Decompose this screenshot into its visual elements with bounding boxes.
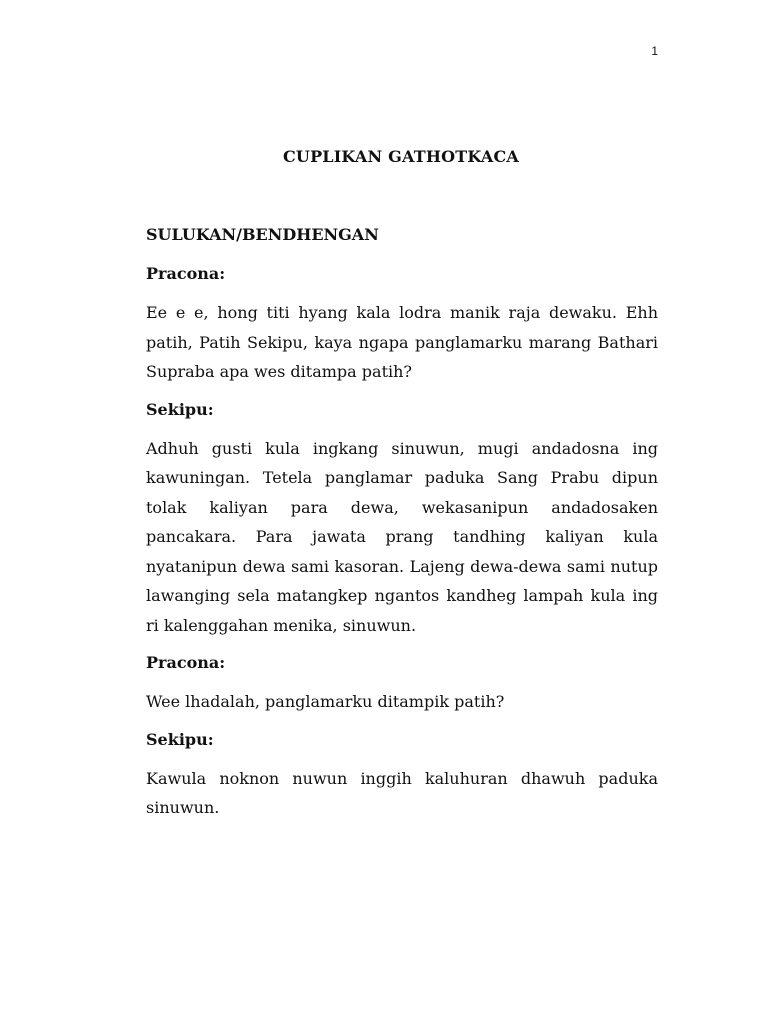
- section-heading: SULUKAN/BENDHENGAN: [146, 225, 379, 244]
- speaker-label: Sekipu:: [146, 399, 214, 419]
- dialogue-text: Ee e e, hong titi hyang kala lodra manik raja dewaku. Ehh patih, Patih Sekipu, kaya ngapa panglamarku marang Bathari Supraba apa wes ditampa patih?: [146, 303, 658, 381]
- dialogue-text: Wee lhadalah, panglamarku ditampik patih?: [146, 692, 505, 711]
- speaker-label: Sekipu:: [146, 729, 214, 749]
- document-body: [146, 224, 658, 823]
- document-title: CUPLIKAN GATHOTKACA: [282, 147, 519, 166]
- speaker-label: Pracona:: [146, 264, 226, 283]
- dialogue-text: Kawula noknon nuwun inggih kaluhuran dhawuh paduka sinuwun.: [146, 768, 658, 817]
- page-number: 1: [651, 44, 658, 58]
- speaker-label: Pracona:: [146, 653, 226, 672]
- dialogue-text: Adhuh gusti kula ingkang sinuwun, mugi andadosna ing kawuningan. Tetela panglamar paduka Sang Prabu dipun tolak kaliyan para dewa, wekasanipun andadosaken pancakara. Para jawata prang tandhing kaliyan kula nyatanipun dewa sami kasoran. Lajeng dewa-dewa sami nutup lawanging sela matangkep ngantos kandheg lampah kula ing ri kalenggahan menika, sinuwun.: [146, 438, 658, 635]
